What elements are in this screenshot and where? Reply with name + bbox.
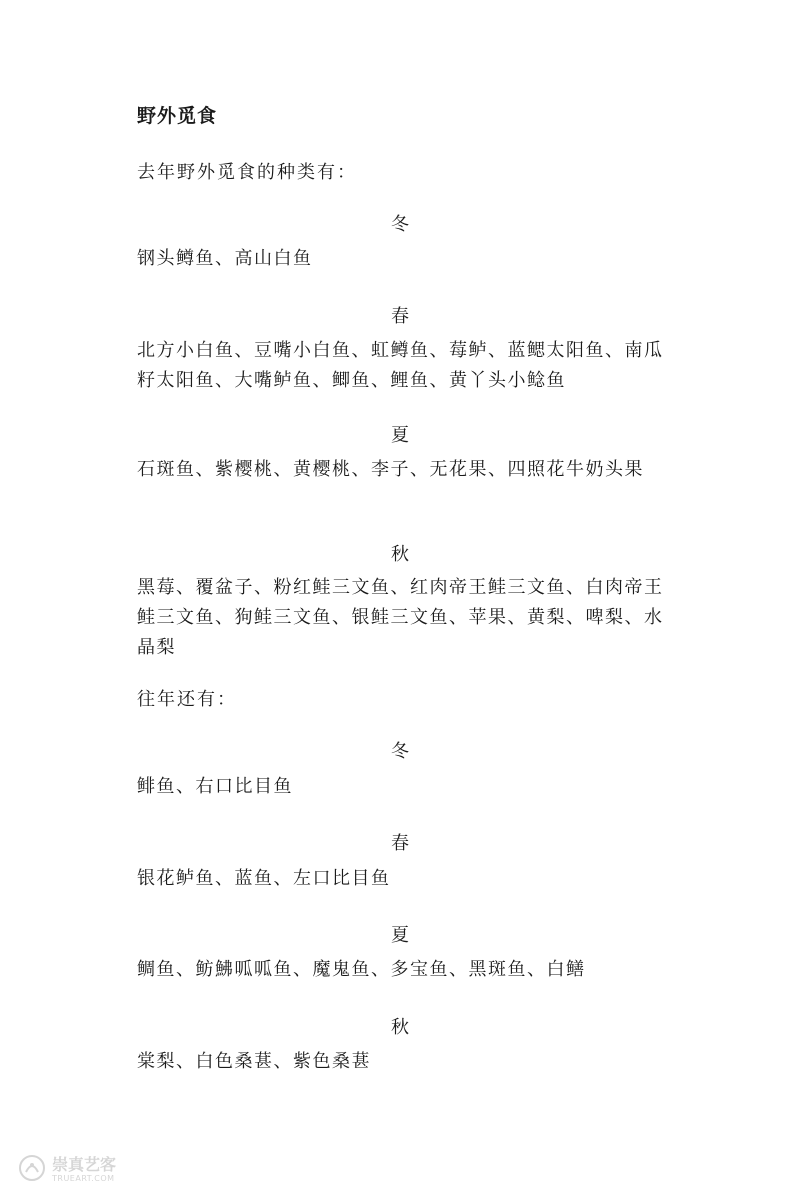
past-season-heading-winter: 冬 bbox=[391, 741, 409, 762]
season-items-spring: 北方小白鱼、豆嘴小白鱼、虹鳟鱼、莓鲈、蓝鳃太阳鱼、南瓜籽太阳鱼、大嘴鲈鱼、鲫鱼、鲤鱼、黄丫头小鲶鱼 bbox=[137, 340, 664, 391]
intro-past-years: 往年还有： bbox=[137, 689, 237, 710]
watermark-text-en: TRUEART.COM bbox=[52, 1174, 115, 1183]
past-season-items-autumn: 棠梨、白色桑葚、紫色桑葚 bbox=[137, 1051, 371, 1072]
past-season-heading-summer: 夏 bbox=[391, 925, 409, 946]
past-season-items-summer: 鲷鱼、鲂鮄呱呱鱼、魔鬼鱼、多宝鱼、黑斑鱼、白鳝 bbox=[137, 959, 586, 980]
past-season-items-spring: 银花鲈鱼、蓝鱼、左口比目鱼 bbox=[137, 868, 391, 889]
season-heading-winter: 冬 bbox=[391, 214, 409, 235]
past-season-heading-autumn: 秋 bbox=[391, 1017, 409, 1038]
intro-last-year: 去年野外觅食的种类有： bbox=[137, 162, 357, 183]
watermark-logo-icon bbox=[18, 1154, 46, 1182]
past-season-heading-spring: 春 bbox=[391, 833, 409, 854]
season-items-summer: 石斑鱼、紫樱桃、黄樱桃、李子、无花果、四照花牛奶头果 bbox=[137, 459, 644, 480]
page-title: 野外觅食 bbox=[137, 105, 218, 127]
season-items-autumn: 黑莓、覆盆子、粉红鲑三文鱼、红肉帝王鲑三文鱼、白肉帝王鲑三文鱼、狗鲑三文鱼、银鲑三文鱼、苹果、黄梨、啤梨、水晶梨 bbox=[137, 577, 664, 658]
season-heading-spring: 春 bbox=[391, 306, 409, 327]
season-items-winter: 钢头鳟鱼、高山白鱼 bbox=[137, 248, 313, 269]
season-heading-summer: 夏 bbox=[391, 425, 409, 446]
past-season-items-winter: 鲱鱼、右口比目鱼 bbox=[137, 776, 293, 797]
season-heading-autumn: 秋 bbox=[391, 544, 409, 565]
watermark-text-cn: 崇真艺客 bbox=[52, 1155, 117, 1174]
watermark bbox=[18, 1150, 138, 1190]
